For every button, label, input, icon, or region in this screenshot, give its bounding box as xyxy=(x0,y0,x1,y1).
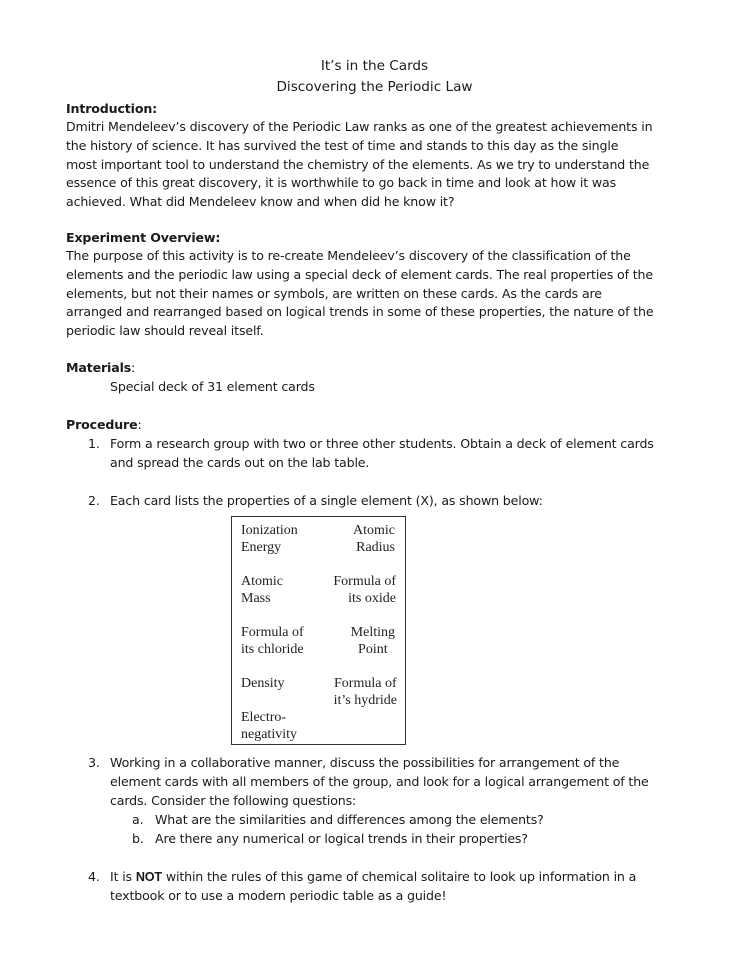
card-label-line: Point xyxy=(358,642,388,657)
introduction-heading: Introduction: xyxy=(66,101,158,116)
substep-a-text: What are the similarities and differences among the elements? xyxy=(155,812,544,827)
substep-letter: a. xyxy=(132,812,144,827)
overview-paragraph xyxy=(66,247,686,341)
card-label-line: Melting xyxy=(350,625,395,640)
introduction-paragraph xyxy=(66,118,686,212)
card-label-line: it’s hydride xyxy=(333,693,397,708)
step-2-line: Each card lists the properties of a single element (X), as shown below: xyxy=(110,493,543,508)
card-label-melting-point xyxy=(351,624,395,658)
card-label-line: Formula of xyxy=(333,574,396,589)
card-label-line: Density xyxy=(241,676,285,691)
step-4-suffix: within the rules of this game of chemical solitaire to look up information in a xyxy=(161,869,637,884)
substep-b-text: Are there any numerical or logical trends in their properties? xyxy=(155,831,528,846)
procedure-heading xyxy=(66,416,142,434)
overview-line: arranged and rearranged based on logical trends in some of these properties, the nature of the xyxy=(66,304,654,320)
step-number: 4. xyxy=(88,869,100,884)
card-label-line: Electro- xyxy=(241,710,287,725)
card-label-ionization-energy xyxy=(241,522,298,556)
step-4-line xyxy=(110,868,636,886)
card-label-atomic-radius xyxy=(353,522,395,556)
document-title: It’s in the Cards xyxy=(320,58,429,74)
step-3-line: cards. Consider the following questions: xyxy=(110,793,357,808)
materials-colon: : xyxy=(131,360,136,375)
step-4-prefix: It is xyxy=(110,869,136,884)
card-label-line: Radius xyxy=(356,540,395,555)
introduction-line: achieved. What did Mendeleev know and when did he know it? xyxy=(66,194,455,210)
step-number: 1. xyxy=(88,436,100,451)
materials-heading-text: Materials xyxy=(66,360,132,375)
step-number: 2. xyxy=(88,493,100,508)
card-label-line: Energy xyxy=(241,540,282,555)
card-label-oxide-formula xyxy=(333,573,396,607)
overview-line: elements and the periodic law using a special deck of element cards. The real properties of the xyxy=(66,266,653,282)
step-3-line: Working in a collaborative manner, discuss the possibilities for arrangement of the xyxy=(110,755,620,770)
overview-line: The purpose of this activity is to re-create Mendeleev’s discovery of the classification of the xyxy=(66,248,631,263)
overview-line: elements, but not their names or symbols, are written on these cards. As the cards are xyxy=(66,285,602,301)
card-label-line: negativity xyxy=(241,727,297,742)
card-label-line: its oxide xyxy=(348,591,396,606)
card-label-line: Atomic xyxy=(241,574,283,589)
overview-line: periodic law should reveal itself. xyxy=(66,323,264,339)
introduction-line: Dmitri Mendeleev’s discovery of the Periodic Law ranks as one of the greatest achievements in xyxy=(66,119,653,134)
card-label-density xyxy=(241,675,285,692)
procedure-heading-text: Procedure xyxy=(66,417,138,432)
card-label-line: its chloride xyxy=(241,642,304,657)
step-1-line: and spread the cards out on the lab table. xyxy=(110,455,370,470)
introduction-line: the history of science. It has survived the test of time and stands to this day as the single xyxy=(66,137,619,153)
card-label-line: Formula of xyxy=(334,676,397,691)
step-1-line: Form a research group with two or three other students. Obtain a deck of element cards xyxy=(110,436,654,451)
element-card-diagram xyxy=(231,516,406,745)
introduction-line: essence of this great discovery, it is worthwhile to go back in time and look at how it was xyxy=(66,175,617,191)
card-label-line: Atomic xyxy=(353,523,395,538)
document-subtitle: Discovering the Periodic Law xyxy=(276,79,473,95)
card-label-line: Formula of xyxy=(241,625,304,640)
substep-letter: b. xyxy=(132,831,144,846)
overview-heading: Experiment Overview: xyxy=(66,230,221,245)
card-label-atomic-mass xyxy=(241,573,283,607)
card-label-chloride-formula xyxy=(241,624,304,658)
card-label-line: Ionization xyxy=(241,523,298,538)
card-label-line: Mass xyxy=(241,591,271,606)
procedure-colon: : xyxy=(137,417,142,432)
introduction-line: most important tool to understand the chemistry of the elements. As we try to understand the xyxy=(66,156,650,172)
card-label-electronegativity xyxy=(241,709,297,743)
step-3-line: element cards with all members of the group, and look for a logical arrangement of the xyxy=(110,774,649,789)
materials-item: Special deck of 31 element cards xyxy=(110,379,315,394)
card-label-hydride-formula xyxy=(334,675,397,709)
step-4-emphasis: NOT xyxy=(135,870,162,884)
step-number: 3. xyxy=(88,755,100,770)
materials-heading xyxy=(66,359,135,377)
step-4-line: textbook or to use a modern periodic table as a guide! xyxy=(110,888,447,903)
